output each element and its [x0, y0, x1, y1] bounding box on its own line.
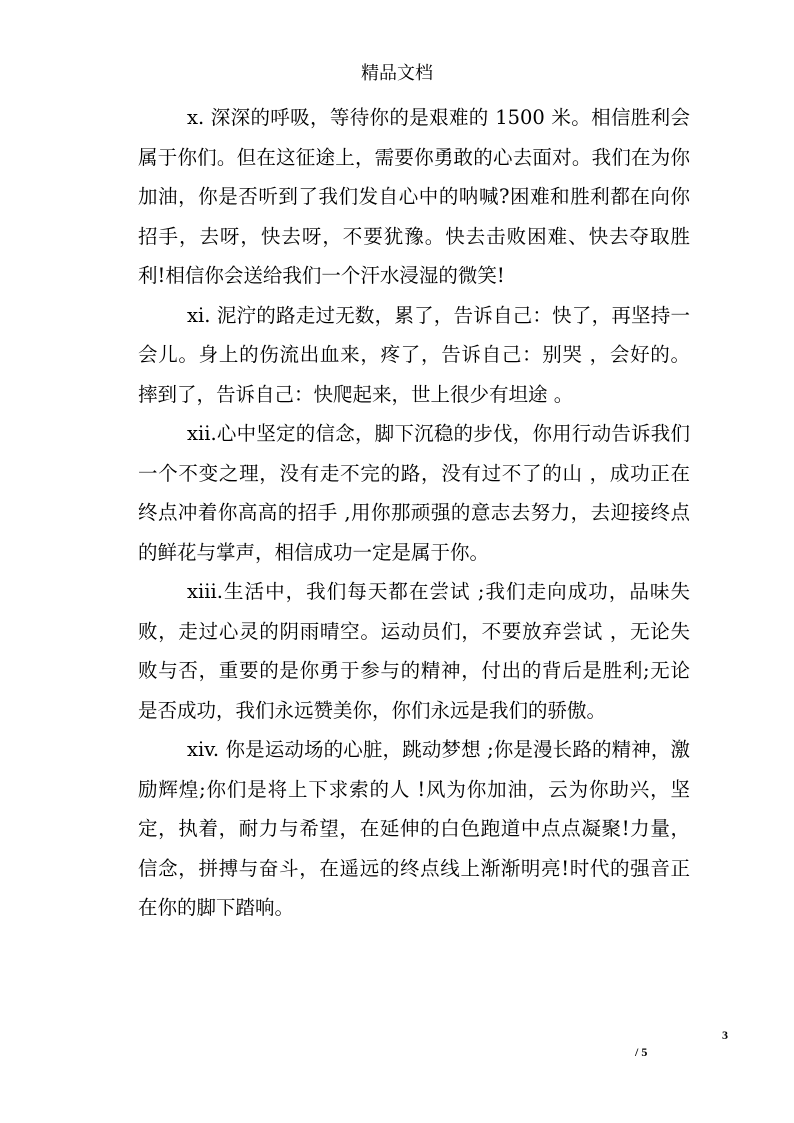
document-body: [138, 98, 690, 928]
page-total: / 5: [635, 1045, 648, 1059]
page-number: 3: [722, 1028, 728, 1042]
paragraph-xiv: xiv. 你是运动场的心脏，跳动梦想 ;你是漫长路的精神，激励辉煌;你们是将上下求索的人 !风为你加油，云为你助兴，坚定，执着，耐力与希望，在延伸的白色跑道中点点凝聚!力量，信念，拼搏与奋斗，在遥远的终点线上渐渐明亮!时代的强音正在你的脚下踏响。: [138, 738, 690, 919]
paragraph-xii: xii.心中坚定的信念，脚下沉稳的步伐，你用行动告诉我们一个不变之理，没有走不完的路，没有过不了的山 ，成功正在终点冲着你高高的招手 ,用你那顽强的意志去努力，去迎接终点的鲜花与掌声，相信成功一定是属于你。: [138, 422, 690, 564]
paragraph-xi: xi. 泥泞的路走过无数，累了，告诉自己：快了，再坚持一会儿。身上的伤流出血来，疼了，告诉自己：别哭 ，会好的。摔到了，告诉自己：快爬起来，世上很少有坦途 。: [138, 303, 690, 406]
document-header-title: 精品文档: [361, 63, 433, 84]
paragraph-x: x. 深深的呼吸，等待你的是艰难的 1500 米。相信胜利会属于你们。但在这征途上，需要你勇敢的心去面对。我们在为你加油，你是否听到了我们发自心中的呐喊?困难和胜利都在向你招手，去呀，快去呀，不要犹豫。快去击败困难、快去夺取胜利!相信你会送给我们一个汗水浸湿的微笑!: [138, 106, 690, 287]
paragraph-xiii: xiii.生活中，我们每天都在尝试 ;我们走向成功，品味失败，走过心灵的阴雨晴空。运动员们，不要放弃尝试 ，无论失败与否，重要的是你勇于参与的精神，付出的背后是胜利;无论是否成功，我们永远赞美你，你们永远是我们的骄傲。: [138, 580, 690, 722]
